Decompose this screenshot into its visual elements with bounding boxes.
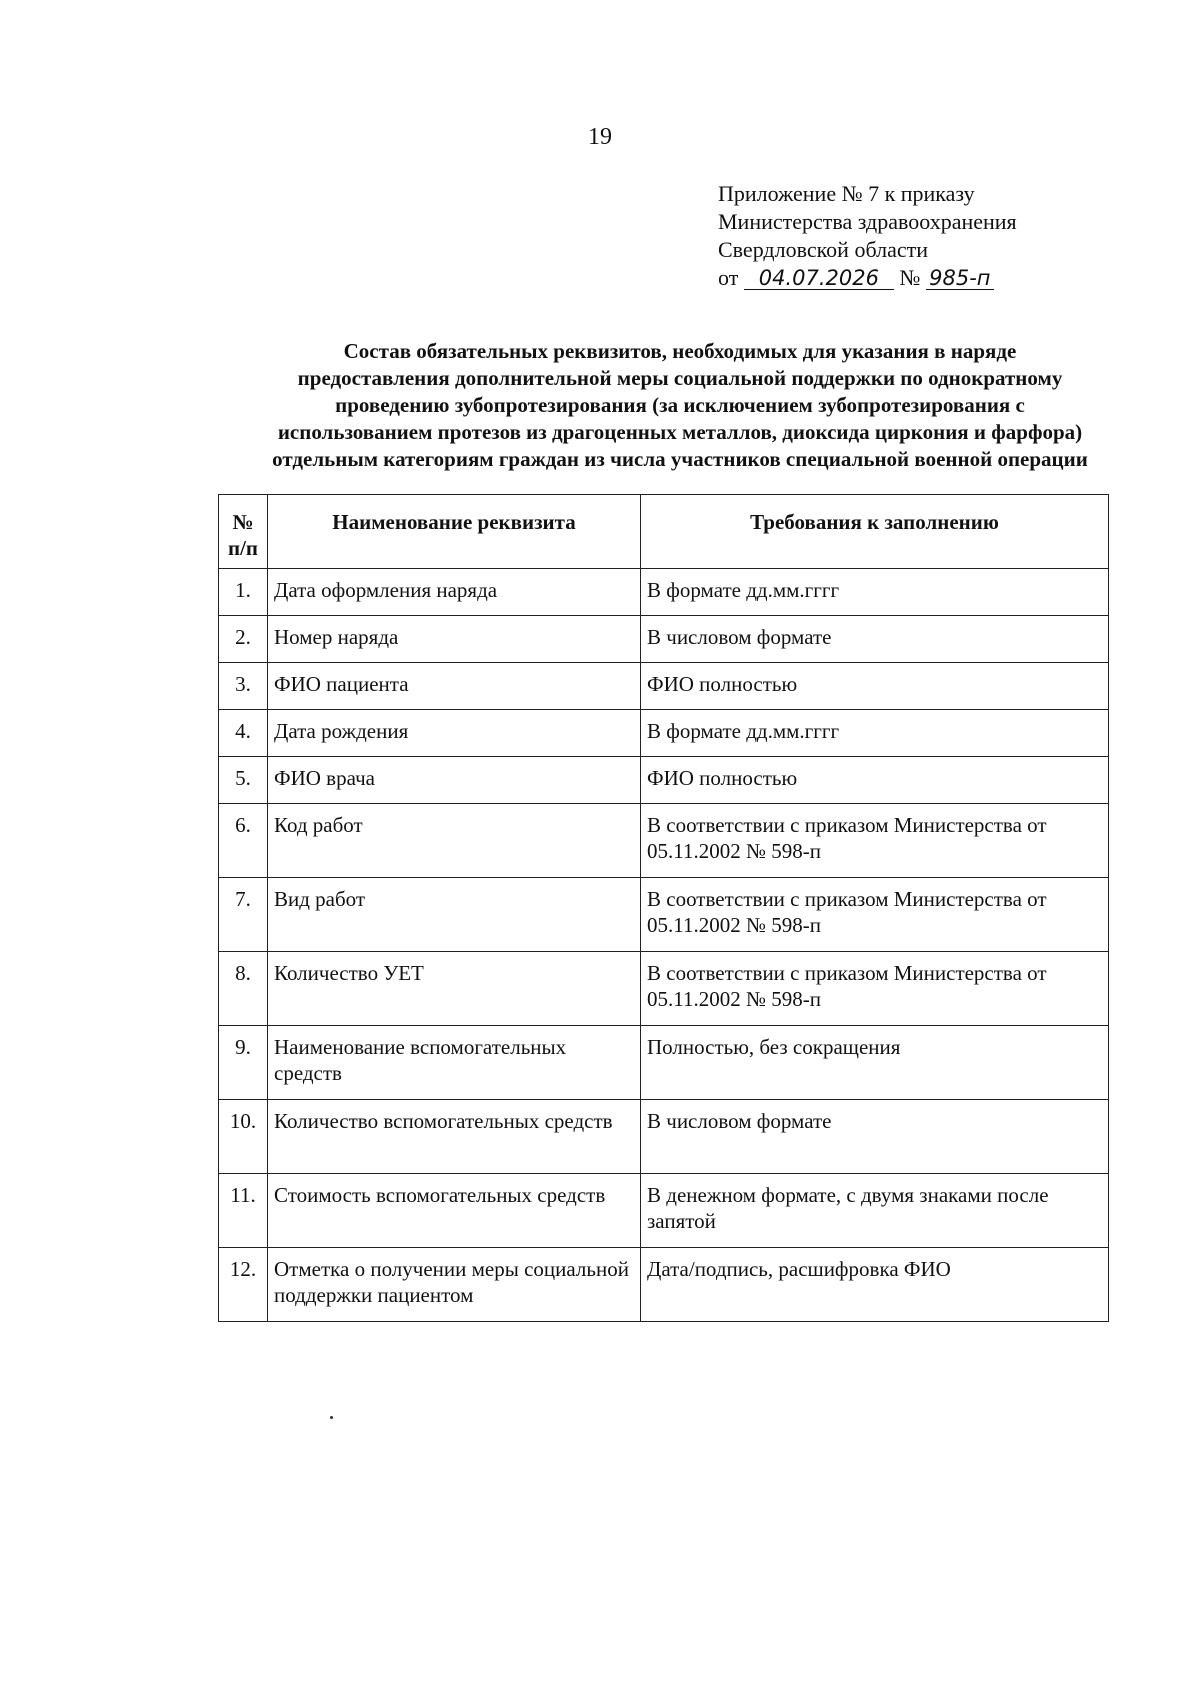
row-requirement: В формате дд.мм.гггг <box>641 569 1109 616</box>
attachment-date-line <box>718 264 1118 292</box>
row-name: Количество вспомогательных средств <box>268 1100 641 1174</box>
table-row <box>219 1248 1109 1322</box>
table-row <box>219 952 1109 1026</box>
table-row <box>219 616 1109 663</box>
row-name: ФИО пациента <box>268 663 641 710</box>
row-requirement: В числовом формате <box>641 1100 1109 1174</box>
header-number-abbr: п/п <box>227 536 259 560</box>
row-name: Дата оформления наряда <box>268 569 641 616</box>
row-number: 6. <box>219 804 268 878</box>
title-line-1: Состав обязательных реквизитов, необходимых для указания в наряде <box>343 339 1017 363</box>
table-row <box>219 878 1109 952</box>
row-number: 7. <box>219 878 268 952</box>
row-name: Стоимость вспомогательных средств <box>268 1174 641 1248</box>
row-name: Отметка о получении меры социальной поддержки пациентом <box>268 1248 641 1322</box>
attachment-line-2: Министерства здравоохранения <box>718 209 1017 234</box>
row-requirement: В соответствии с приказом Министерства от 05.11.2002 № 598-п <box>641 804 1109 878</box>
title-line-3: проведению зубопротезирования (за исключением зубопротезирования с <box>335 393 1025 417</box>
document-title <box>200 338 1160 473</box>
table-row <box>219 1174 1109 1248</box>
row-name: Дата рождения <box>268 710 641 757</box>
table-row <box>219 804 1109 878</box>
row-number: 9. <box>219 1026 268 1100</box>
row-requirement: В соответствии с приказом Министерства от 05.11.2002 № 598-п <box>641 878 1109 952</box>
row-number: 3. <box>219 663 268 710</box>
table-row <box>219 1026 1109 1100</box>
row-number: 5. <box>219 757 268 804</box>
title-line-5: отдельным категориям граждан из числа участников специальной военной операции <box>272 447 1088 471</box>
row-number: 8. <box>219 952 268 1026</box>
table-row <box>219 710 1109 757</box>
page-number: 19 <box>588 124 612 150</box>
row-requirement: ФИО полностью <box>641 757 1109 804</box>
row-number: 2. <box>219 616 268 663</box>
table-header-row <box>219 495 1109 569</box>
row-number: 4. <box>219 710 268 757</box>
row-name: Номер наряда <box>268 616 641 663</box>
row-requirement: Полностью, без сокращения <box>641 1026 1109 1100</box>
row-requirement: ФИО полностью <box>641 663 1109 710</box>
title-line-2: предоставления дополнительной меры социальной поддержки по однократному <box>297 366 1063 390</box>
row-requirement: В денежном формате, с двумя знаками после запятой <box>641 1174 1109 1248</box>
row-requirement: Дата/подпись, расшифровка ФИО <box>641 1248 1109 1322</box>
title-line-4: использованием протезов из драгоценных металлов, диоксида циркония и фарфора) <box>277 420 1083 444</box>
row-number: 12. <box>219 1248 268 1322</box>
attachment-line-3: Свердловской области <box>718 237 928 262</box>
row-number: 1. <box>219 569 268 616</box>
header-number <box>219 495 268 569</box>
header-requirement: Требования к заполнению <box>641 495 1109 569</box>
row-number: 10. <box>219 1100 268 1174</box>
attachment-block <box>718 180 1118 292</box>
date-prefix: от <box>718 265 739 290</box>
row-name: Код работ <box>268 804 641 878</box>
attachment-line-1: Приложение № 7 к приказу <box>718 181 975 206</box>
row-name: Вид работ <box>268 878 641 952</box>
header-name: Наименование реквизита <box>268 495 641 569</box>
table-row <box>219 569 1109 616</box>
row-name: ФИО врача <box>268 757 641 804</box>
requisites-table <box>218 494 1109 1322</box>
table-row <box>219 757 1109 804</box>
row-name: Наименование вспомогательных средств <box>268 1026 641 1100</box>
table-row <box>219 1100 1109 1174</box>
table-row <box>219 663 1109 710</box>
handwritten-date: 04.07.2026 <box>744 267 894 290</box>
row-name: Количество УЕТ <box>268 952 641 1026</box>
scan-speck <box>330 1416 333 1419</box>
row-requirement: В формате дд.мм.гггг <box>641 710 1109 757</box>
number-prefix: № <box>899 265 921 290</box>
header-number-symbol: № <box>232 510 254 534</box>
row-requirement: В числовом формате <box>641 616 1109 663</box>
handwritten-number: 985-п <box>926 267 994 290</box>
row-requirement: В соответствии с приказом Министерства от 05.11.2002 № 598-п <box>641 952 1109 1026</box>
row-number: 11. <box>219 1174 268 1248</box>
